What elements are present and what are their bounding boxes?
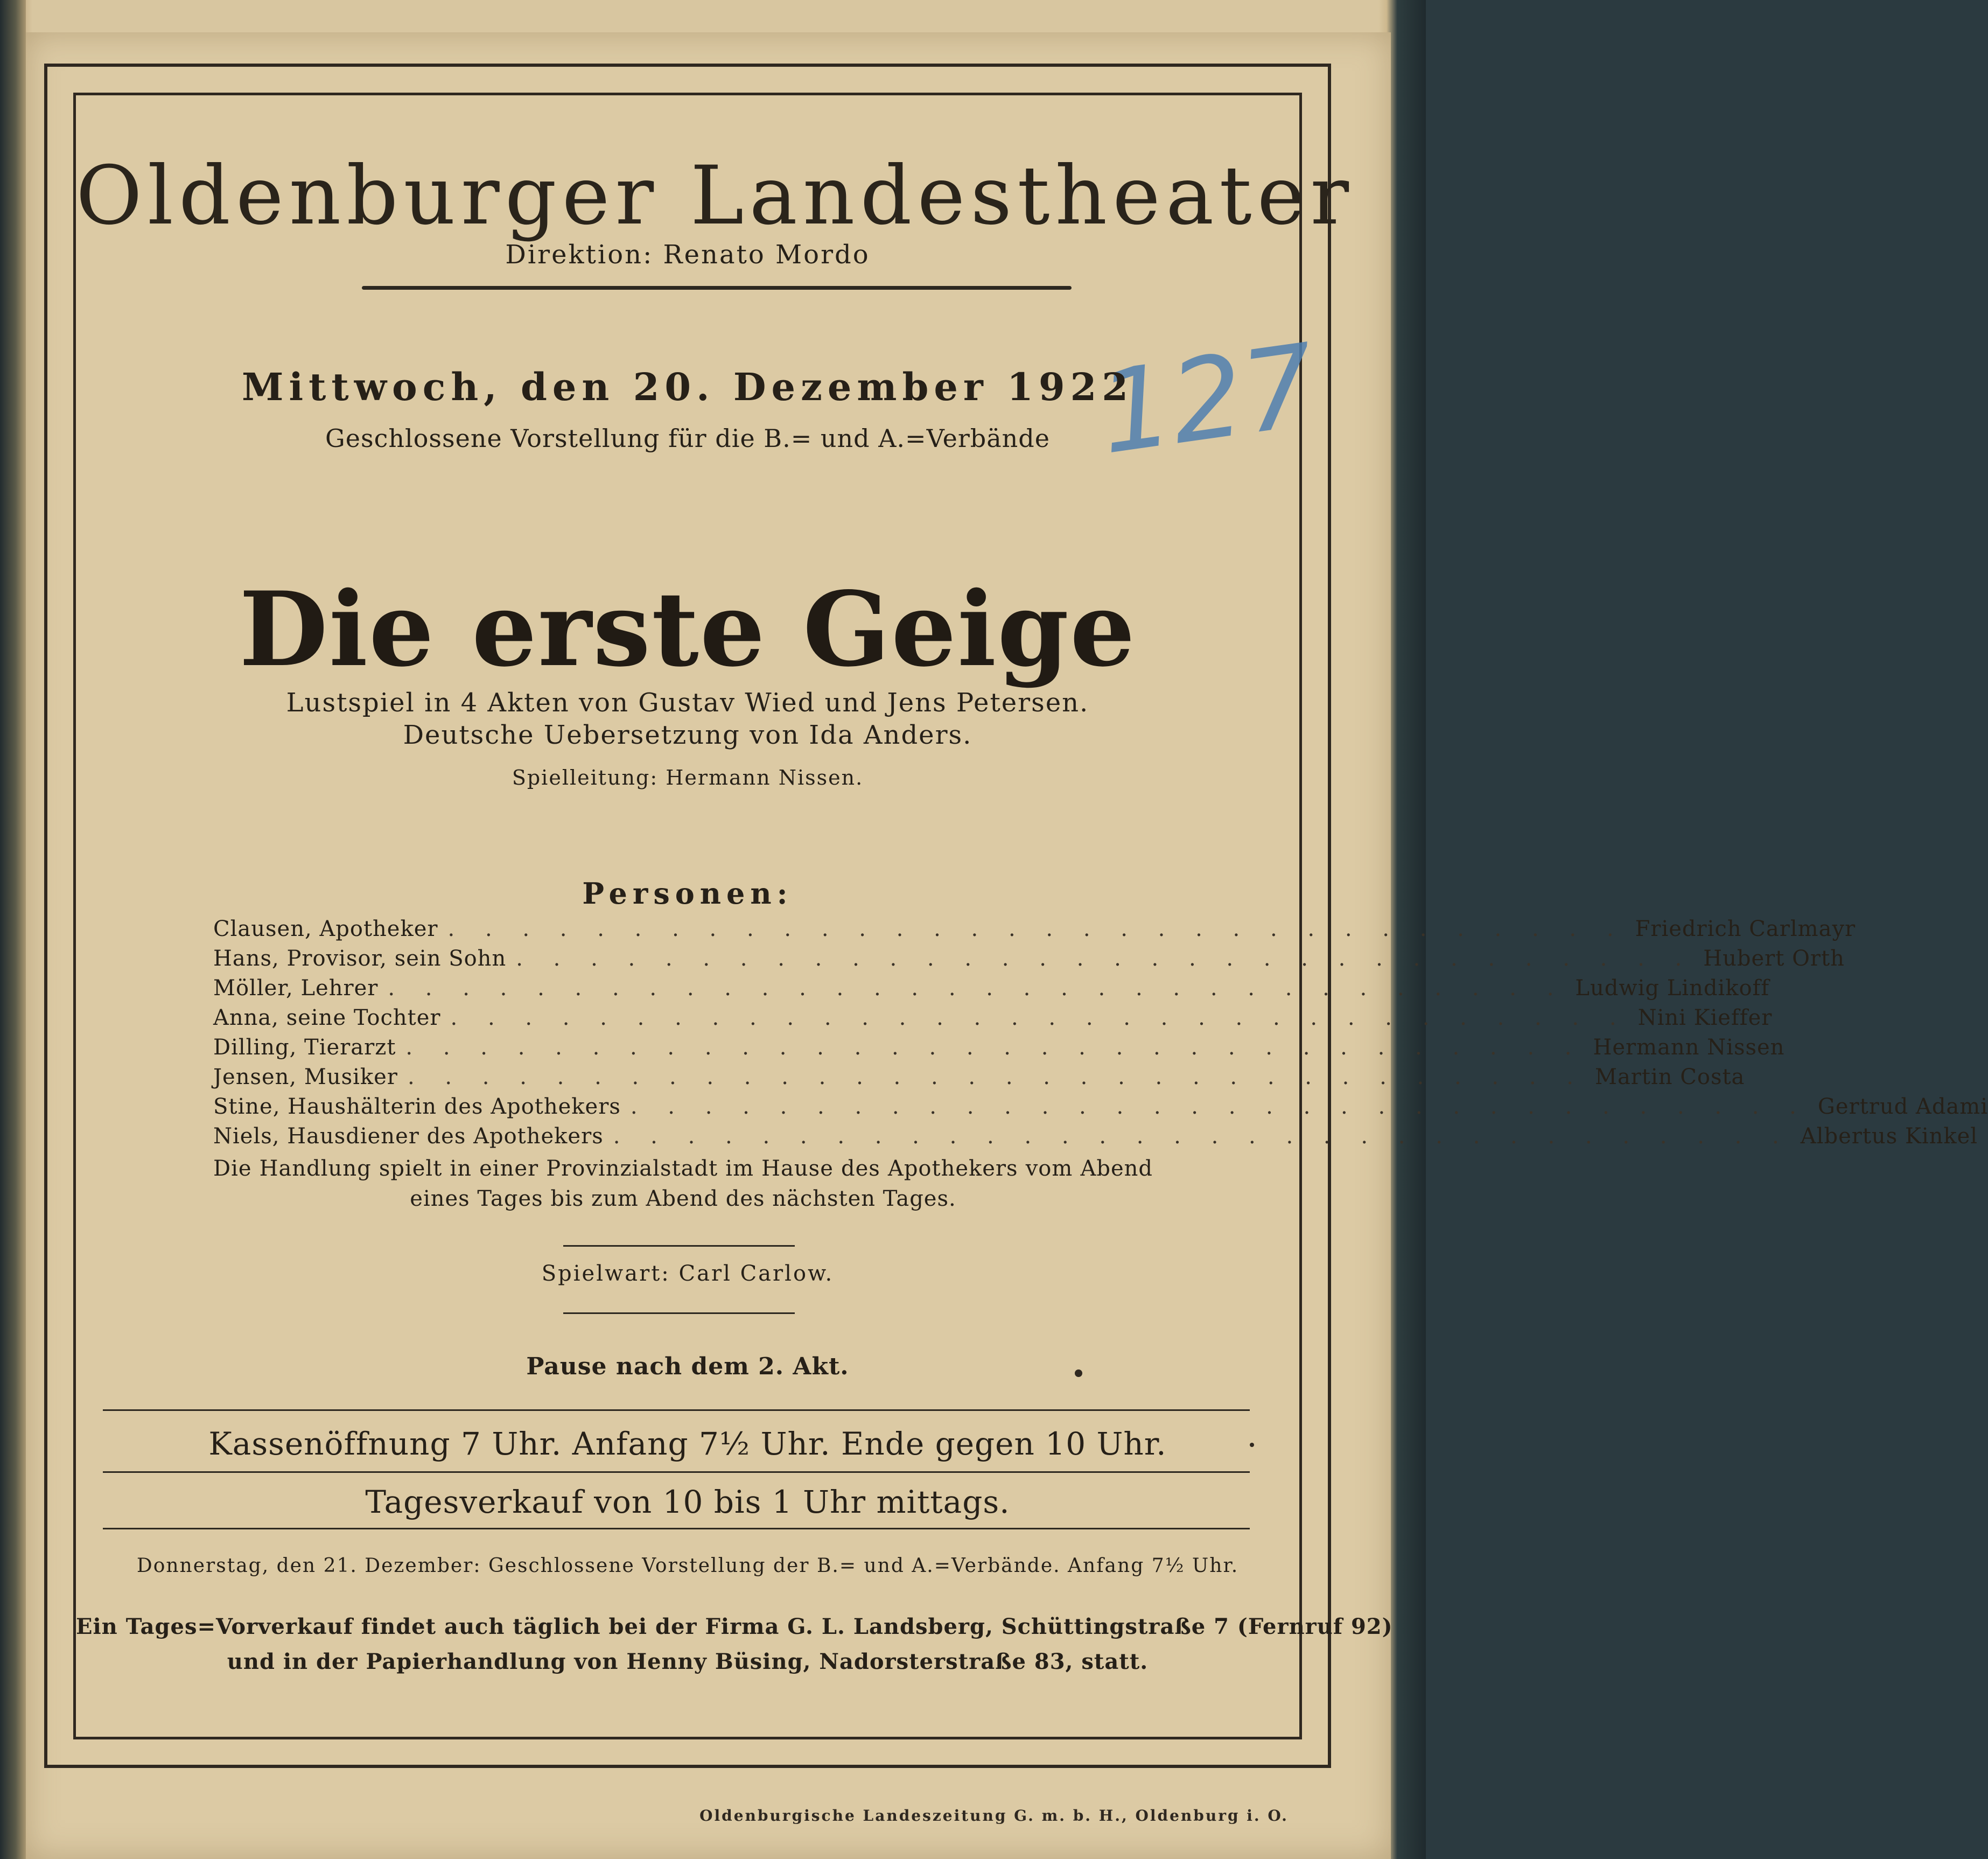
stage-manager-rule-top: [563, 1245, 795, 1247]
performance-date: Mittwoch, den 20. Dezember 1922: [242, 365, 1133, 409]
ink-speck: [1250, 1443, 1254, 1447]
cast-row: [213, 976, 1770, 1005]
cast-leader-dots: . . . . . . . . . . . . . . . . . . . . . . . . . . . . . . . .: [630, 1094, 1808, 1119]
stage-manager-rule-bottom: [563, 1312, 795, 1314]
cast-role: Anna, seine Tochter: [213, 1005, 441, 1030]
cast-leader-dots: . . . . . . . . . . . . . . . . . . . . . . . . . . . . . . . .: [405, 1035, 1584, 1060]
book-spine: [0, 0, 26, 1859]
cast-leader-dots: . . . . . . . . . . . . . . . . . . . . . . . . . . . . . . . .: [613, 1124, 1791, 1149]
cast-role: Möller, Lehrer: [213, 976, 379, 1001]
cast-actor: Hubert Orth: [1703, 946, 1845, 971]
cast-leader-dots: . . . . . . . . . . . . . . . . . . . . . . . . . . . . . . . .: [407, 1065, 1585, 1089]
presale-note-line2: und in der Papierhandlung von Henny Büsing, Nadorsterstraße 83, statt.: [227, 1649, 1149, 1674]
presale-note-line1: Ein Tages=Vorverkauf findet auch täglich bei der Firma G. L. Landsberg, Schüttingstraße 7 (Fernruf 92): [76, 1614, 1393, 1639]
handwritten-number-text: 127: [1091, 319, 1324, 480]
cast-row: [213, 1094, 1988, 1124]
cast-actor: Nini Kieffer: [1637, 1005, 1773, 1030]
cast-row: [213, 917, 1856, 946]
cast-role: Stine, Haushälterin des Apothekers: [213, 1094, 621, 1119]
times-rule-bottom: [103, 1528, 1250, 1529]
cast-role: Clausen, Apotheker: [213, 917, 438, 941]
cast-role: Hans, Provisor, sein Sohn: [213, 946, 507, 971]
cast-row: [213, 1035, 1785, 1065]
ink-speck: [1075, 1369, 1082, 1377]
performance-times: Kassenöffnung 7 Uhr. Anfang 7½ Uhr. Ende gegen 10 Uhr.: [208, 1425, 1167, 1462]
theater-direction: Direktion: Renato Mordo: [505, 240, 870, 270]
cast-leader-dots: . . . . . . . . . . . . . . . . . . . . . . . . . . . . . . . .: [447, 917, 1626, 941]
cast-role: Niels, Hausdiener des Apothekers: [213, 1124, 604, 1149]
cast-actor: Hermann Nissen: [1593, 1035, 1785, 1060]
play-subtitle-authors: Lustspiel in 4 Akten von Gustav Wied und Jens Petersen.: [286, 688, 1089, 718]
times-rule-top: [103, 1409, 1250, 1411]
printer-credit: Oldenburgische Landeszeitung G. m. b. H., Oldenburg i. O.: [699, 1807, 1289, 1825]
theater-name: Oldenburger Landestheater: [76, 149, 1355, 243]
cast-actor: Martin Costa: [1594, 1065, 1745, 1089]
cast-list: [213, 917, 1988, 1154]
program-content: [76, 95, 1988, 1737]
cast-row: [213, 1065, 1745, 1094]
cast-role: Dilling, Tierarzt: [213, 1035, 396, 1060]
play-title: Die erste Geige: [239, 569, 1136, 689]
cast-actor: Gertrud Adami: [1817, 1094, 1988, 1119]
box-office-hours: Tagesverkauf von 10 bis 1 Uhr mittags.: [365, 1484, 1010, 1520]
cast-role: Jensen, Musiker: [213, 1065, 398, 1089]
header-rule: [362, 286, 1072, 290]
intermission-note: Pause nach dem 2. Akt.: [526, 1353, 849, 1380]
cast-leader-dots: . . . . . . . . . . . . . . . . . . . . . . . . . . . . . . . .: [388, 976, 1566, 1001]
cast-actor: Ludwig Lindikoff: [1575, 976, 1770, 1001]
cast-leader-dots: . . . . . . . . . . . . . . . . . . . . . . . . . . . . . . . .: [450, 1005, 1628, 1030]
cast-row: [213, 1005, 1773, 1035]
stage-manager: Spielwart: Carl Carlow.: [541, 1261, 834, 1286]
play-setting: Die Handlung spielt in einer Provinzialstadt im Hause des Apothekers vom Abend eines Tages bis zum Abend des nächsten Tages.: [213, 1156, 1153, 1211]
next-performance-note: Donnerstag, den 21. Dezember: Geschlossene Vorstellung der B.= und A.=Verbände. Anfang 7½ Uhr.: [136, 1555, 1239, 1577]
play-stage-direction: Spielleitung: Hermann Nissen.: [512, 766, 864, 789]
cast-row: [213, 1124, 1978, 1154]
times-rule-middle: [103, 1471, 1250, 1473]
play-subtitle-translation: Deutsche Uebersetzung von Ida Anders.: [403, 720, 972, 750]
closed-performance-note: Geschlossene Vorstellung für die B.= und A.=Verbände: [325, 424, 1050, 453]
cast-heading: Personen:: [582, 876, 793, 911]
cast-actor: Friedrich Carlmayr: [1635, 917, 1856, 941]
cast-row: [213, 946, 1845, 976]
cast-leader-dots: . . . . . . . . . . . . . . . . . . . . . . . . . . . . . . . .: [516, 946, 1694, 971]
cast-actor: Albertus Kinkel: [1800, 1124, 1978, 1149]
